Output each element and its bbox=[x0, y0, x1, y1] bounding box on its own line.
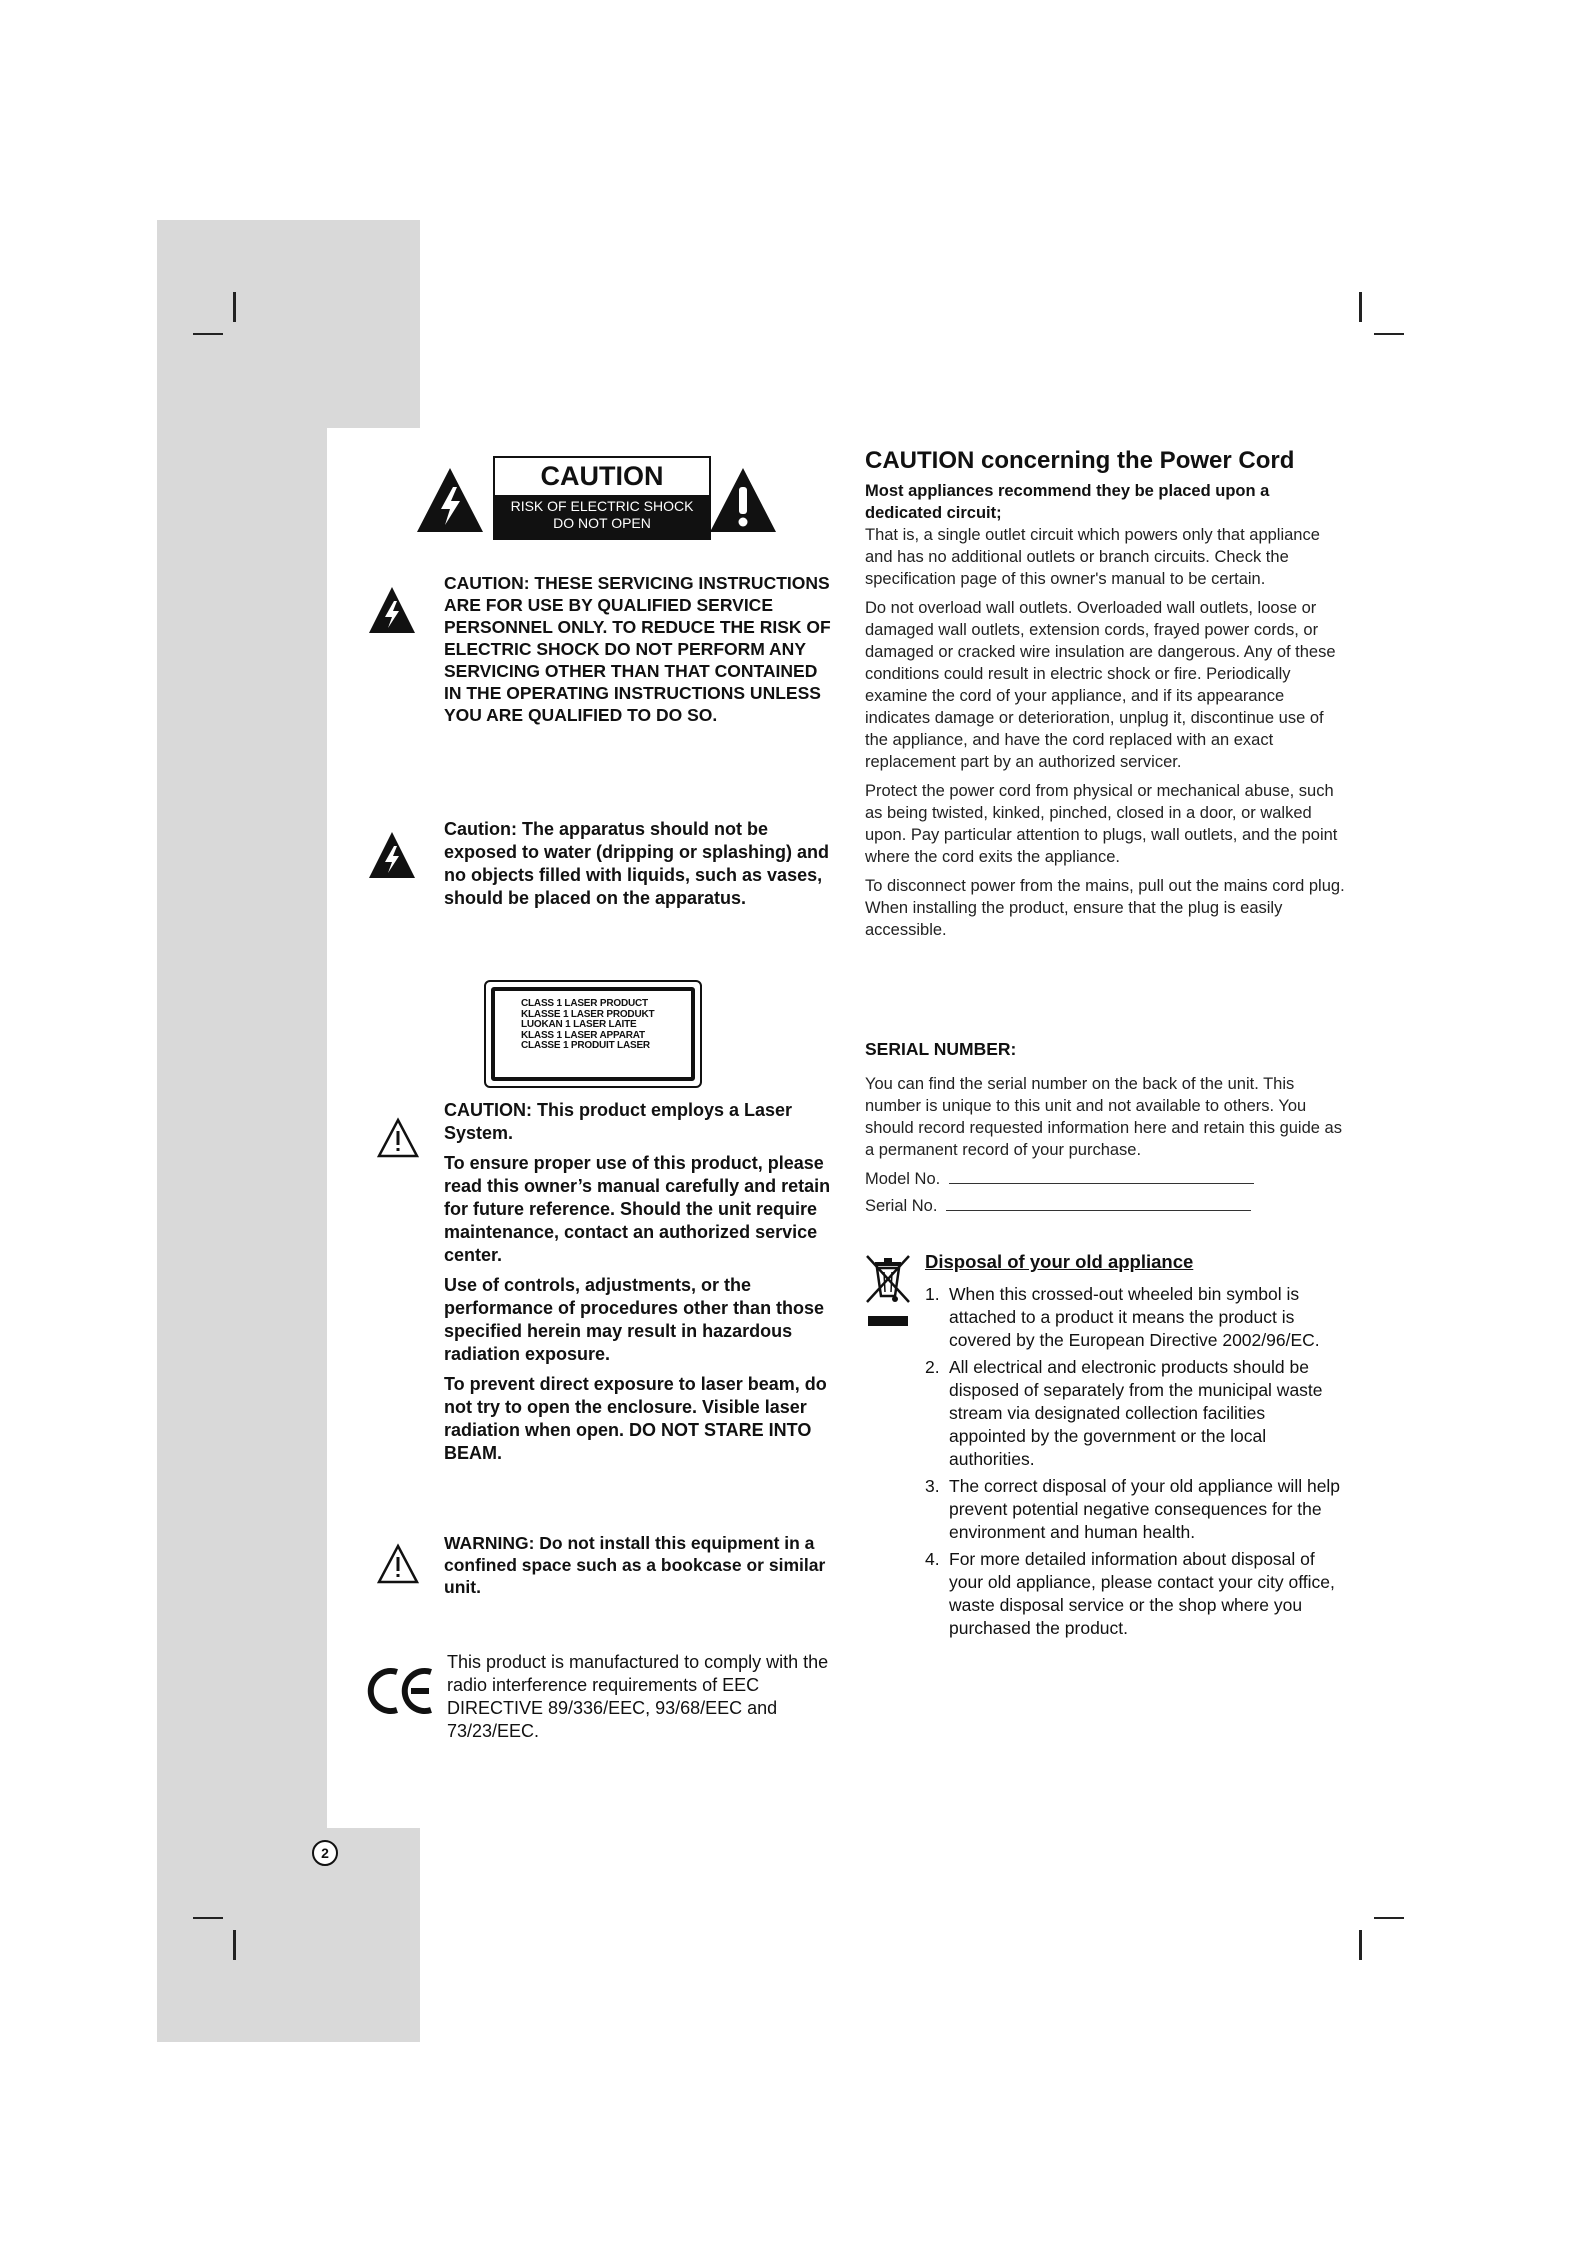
serial-number-section bbox=[865, 1038, 1345, 1224]
laser-caution-text: CAUTION: This product employs a Laser System. bbox=[444, 1100, 793, 1143]
laser-product-label bbox=[484, 980, 702, 1088]
model-number-label: Model No. bbox=[865, 1170, 941, 1188]
power-cord-paragraph: Protect the power cord from physical or mechanical abuse, such as being twisted, kinked, pinched, closed in a door, or walked upon. Pay particular attention to plugs, wall outlets, and the point where the cord exits the appliance. bbox=[865, 782, 1338, 866]
crop-mark bbox=[1359, 292, 1362, 322]
shock-warning-icon bbox=[367, 830, 417, 880]
shock-warning-icon bbox=[415, 465, 485, 535]
caution-triangle-icon bbox=[377, 1543, 419, 1585]
crop-mark bbox=[1374, 1917, 1404, 1919]
crossed-out-bin-icon bbox=[863, 1252, 913, 1332]
crop-mark bbox=[193, 1917, 223, 1919]
laser-label-line: CLASS 1 LASER PRODUCT bbox=[521, 998, 648, 1009]
page-number-text: 2 bbox=[321, 1845, 329, 1861]
caution-triangle-icon bbox=[377, 1117, 419, 1159]
model-number-line bbox=[949, 1171, 1254, 1184]
serial-number-label: Serial No. bbox=[865, 1197, 938, 1215]
servicing-caution-text: CAUTION: THESE SERVICING INSTRUCTIONS ARE FOR USE BY QUALIFIED SERVICE PERSONNEL ONLY. TO REDUCE THE RISK OF ELECTRIC SHOCK DO NOT PERFORM ANY SERVICING OTHER THAN THAT CONTAINED IN THE OPERATING INSTRUCTIONS UNLESS YOU ARE QUALIFIED TO DO SO. bbox=[444, 573, 831, 725]
water-caution-text: Caution: The apparatus should not be exposed to water (dripping or splashing) and no objects filled with liquids, such as vases, should be placed on the apparatus. bbox=[444, 819, 830, 908]
power-cord-section bbox=[865, 447, 1345, 948]
disposal-title: Disposal of your old appliance bbox=[925, 1251, 1194, 1272]
ce-compliance-text: This product is manufactured to comply with the radio interference requirements of EEC DIRECTIVE 89/336/EEC, 93/68/EEC and 73/23/EEC. bbox=[447, 1652, 829, 1741]
crop-mark bbox=[1359, 1930, 1362, 1960]
list-item: 2. All electrical and electronic products should be disposed of separately from the municipal waste stream via designated collection facilities appointed by the government or the local authorities. bbox=[925, 1357, 1323, 1469]
ce-mark-icon bbox=[367, 1666, 437, 1716]
laser-label-line: KLASS 1 LASER APPARAT bbox=[521, 1029, 645, 1041]
crop-mark bbox=[233, 292, 236, 322]
laser-use-text: To ensure proper use of this product, please read this owner’s manual carefully and retain for future reference. Should the unit require maintenance, contact an authorized service center. bbox=[444, 1153, 831, 1265]
serial-number-text: You can find the serial number on the back of the unit. This number is unique to this unit and not available to others. You should record requested information here and retain this guide as a permanent record of your purchase. bbox=[865, 1075, 1342, 1159]
warning-text: WARNING: Do not install this equipment in a confined space such as a bookcase or similar unit. bbox=[444, 1533, 826, 1597]
power-cord-paragraph: That is, a single outlet circuit which powers only that appliance and has no additional outlets or branch circuits. Check the specification page of this owner's manual to be certain. bbox=[865, 526, 1320, 588]
exclamation-warning-icon bbox=[708, 465, 778, 535]
disposal-list bbox=[925, 1283, 1345, 1640]
caution-label-line2: DO NOT OPEN bbox=[553, 515, 651, 531]
model-number-field bbox=[865, 1168, 1345, 1190]
serial-number-heading: SERIAL NUMBER: bbox=[865, 1039, 1017, 1059]
power-cord-title: CAUTION concerning the Power Cord bbox=[865, 447, 1295, 474]
shock-warning-icon bbox=[367, 585, 417, 635]
power-cord-paragraph: Do not overload wall outlets. Overloaded wall outlets, loose or damaged wall outlets, extension cords, frayed power cords, or damaged or cracked wire insulation are dangerous. Any of these conditions could result in electric shock or fire. Periodically examine the cord of your appliance, and if its appearance indicates damage or deterioration, unplug it, discontinue use of the appliance, and have the cord replaced with an exact replacement part by an authorized servicer. bbox=[865, 599, 1336, 771]
laser-label-line: LUOKAN 1 LASER LAITE bbox=[521, 1019, 637, 1030]
caution-label bbox=[493, 456, 711, 540]
laser-caution-block bbox=[444, 1099, 834, 1465]
crop-mark bbox=[193, 333, 223, 335]
laser-label-line: KLASSE 1 LASER PRODUKT bbox=[521, 1008, 655, 1020]
power-cord-subtitle: Most appliances recommend they be placed upon a dedicated circuit; bbox=[865, 482, 1270, 522]
caution-label-line1: RISK OF ELECTRIC SHOCK bbox=[510, 498, 694, 514]
power-cord-paragraph: To disconnect power from the mains, pull out the mains cord plug. When installing the product, ensure that the plug is easily accessible. bbox=[865, 877, 1345, 939]
list-item: 1. When this crossed-out wheeled bin symbol is attached to a product it means the product is covered by the European Directive 2002/96/EC. bbox=[925, 1284, 1320, 1350]
disposal-section bbox=[925, 1250, 1345, 1644]
crop-mark bbox=[1374, 333, 1404, 335]
list-item: 4. For more detailed information about disposal of your old appliance, please contact your city office, waste disposal service or the shop where you purchased the product. bbox=[925, 1549, 1335, 1638]
laser-controls-text: Use of controls, adjustments, or the performance of procedures other than those specified herein may result in hazardous radiation exposure. bbox=[444, 1275, 825, 1364]
laser-beam-text: To prevent direct exposure to laser beam, do not try to open the enclosure. Visible laser radiation when open. DO NOT STARE INTO BEAM. bbox=[444, 1374, 827, 1463]
crop-mark bbox=[233, 1930, 236, 1960]
serial-number-field bbox=[865, 1195, 1345, 1217]
caution-label-title: CAUTION bbox=[495, 458, 709, 495]
page-number bbox=[312, 1840, 338, 1866]
laser-label-line: CLASSE 1 PRODUIT LASER bbox=[521, 1040, 650, 1051]
serial-number-line bbox=[946, 1198, 1251, 1211]
list-item: 3. The correct disposal of your old appliance will help prevent potential negative consequences for the environment and human health. bbox=[925, 1476, 1341, 1542]
